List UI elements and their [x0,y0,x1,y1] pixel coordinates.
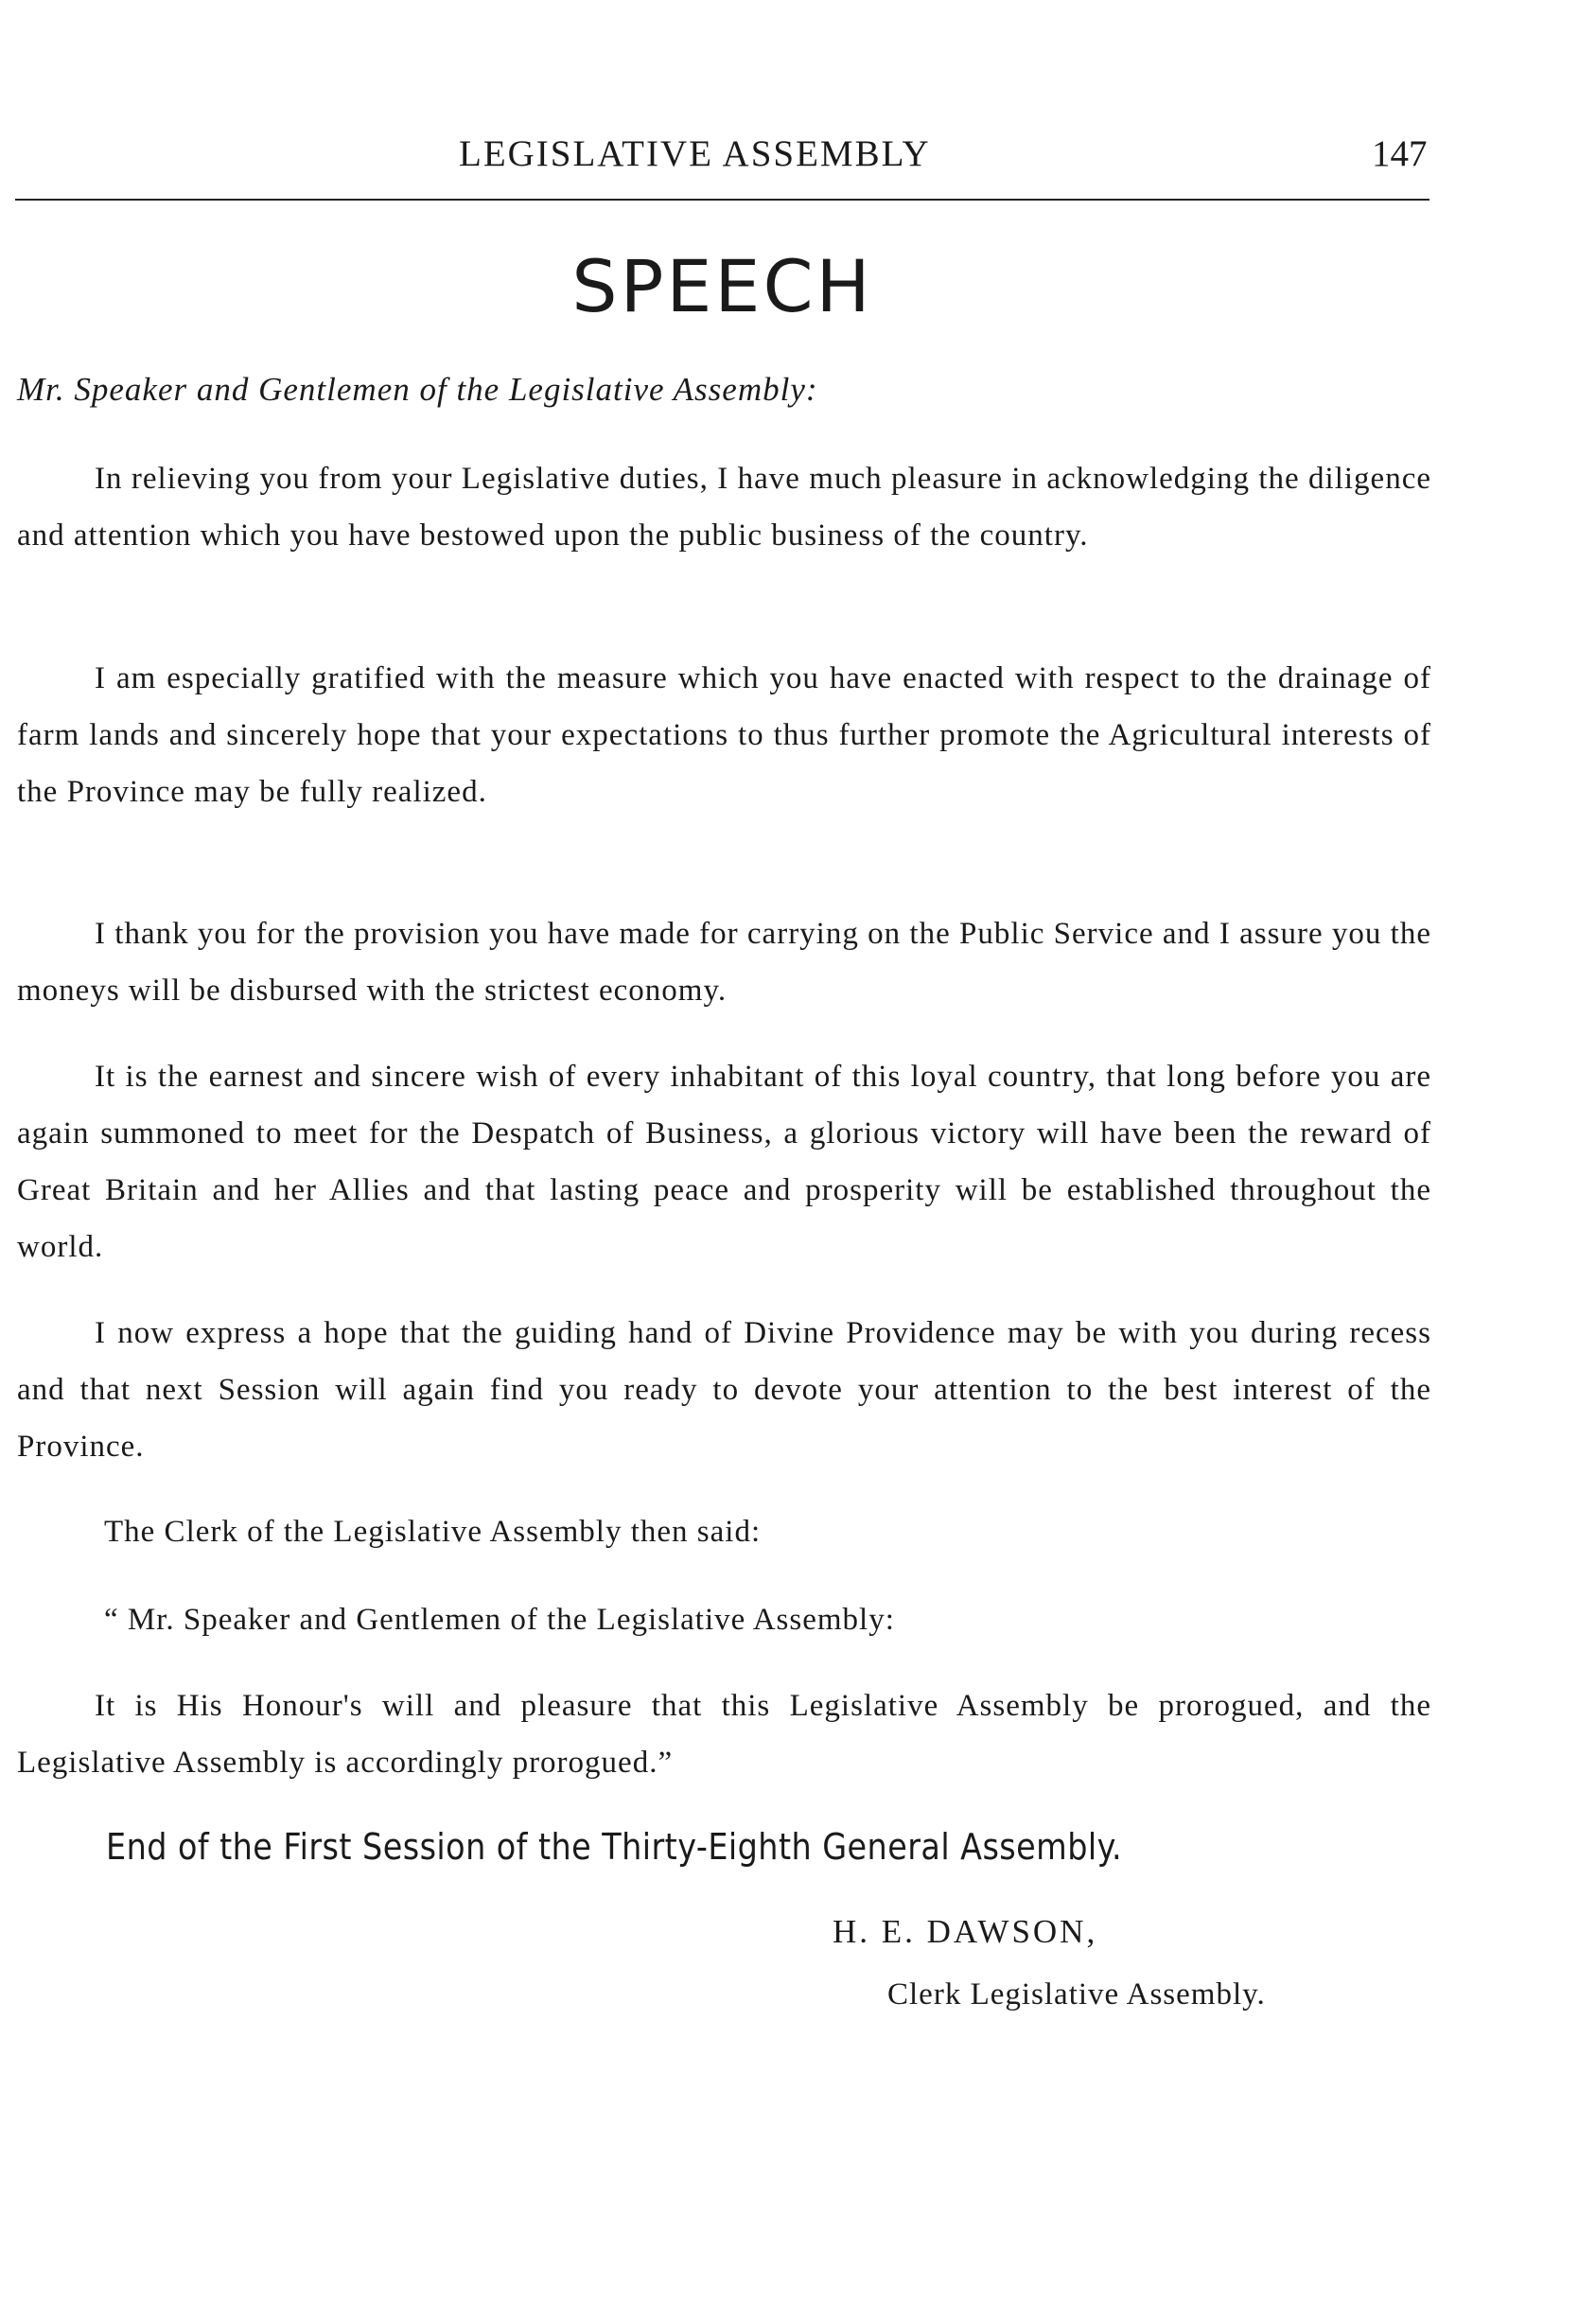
signatory-name: H. E. DAWSON, [833,1913,1098,1950]
paragraph: The Clerk of the Legislative Assembly then said: [104,1515,762,1549]
page-number: 147 [1372,133,1428,174]
running-header [0,132,1596,180]
paragraph: It is His Honour's will and pleasure that this Legislative Assembly be prorogued, and the Legislative Assembly is accordingly prorogued.” [17,1689,1431,1780]
running-title: LEGISLATIVE ASSEMBLY [459,133,931,174]
salutation: Mr. Speaker and Gentlemen of the Legislative Assembly: [17,371,818,408]
paragraph: “ Mr. Speaker and Gentlemen of the Legislative Assembly: [104,1603,895,1637]
paragraph: In relieving you from your Legislative duties, I have much pleasure in acknowledging the diligence and attention which you have bestowed upon the public business of the country. [17,462,1431,553]
paragraph: I am especially gratified with the measure which you have enacted with respect to the drainage of farm lands and sincerely hope that your expectations to thus further promote the Agricultural interests of the Province may be fully realized. [17,661,1431,809]
paragraph: It is the earnest and sincere wish of every inhabitant of this loyal country, that long before you are again summoned to meet for the Despatch of Business, a glorious victory will have been the reward of Great Britain and her Allies and that lasting peace and prosperity will be established throughout the world. [17,1060,1431,1264]
page-heading: SPEECH [571,244,873,328]
paragraph: I now express a hope that the guiding hand of Divine Providence may be with you during recess and that next Session will again find you ready to devote your attention to the best interest of the Province. [17,1316,1431,1464]
header-rule [15,199,1429,201]
session-closing-line: End of the First Session of the Thirty-Eighth General Assembly. [106,1826,1123,1868]
paragraph: I thank you for the provision you have made for carrying on the Public Service and I assure you the moneys will be disbursed with the strictest economy. [17,917,1431,1008]
signatory-title: Clerk Legislative Assembly. [887,1977,1266,2011]
